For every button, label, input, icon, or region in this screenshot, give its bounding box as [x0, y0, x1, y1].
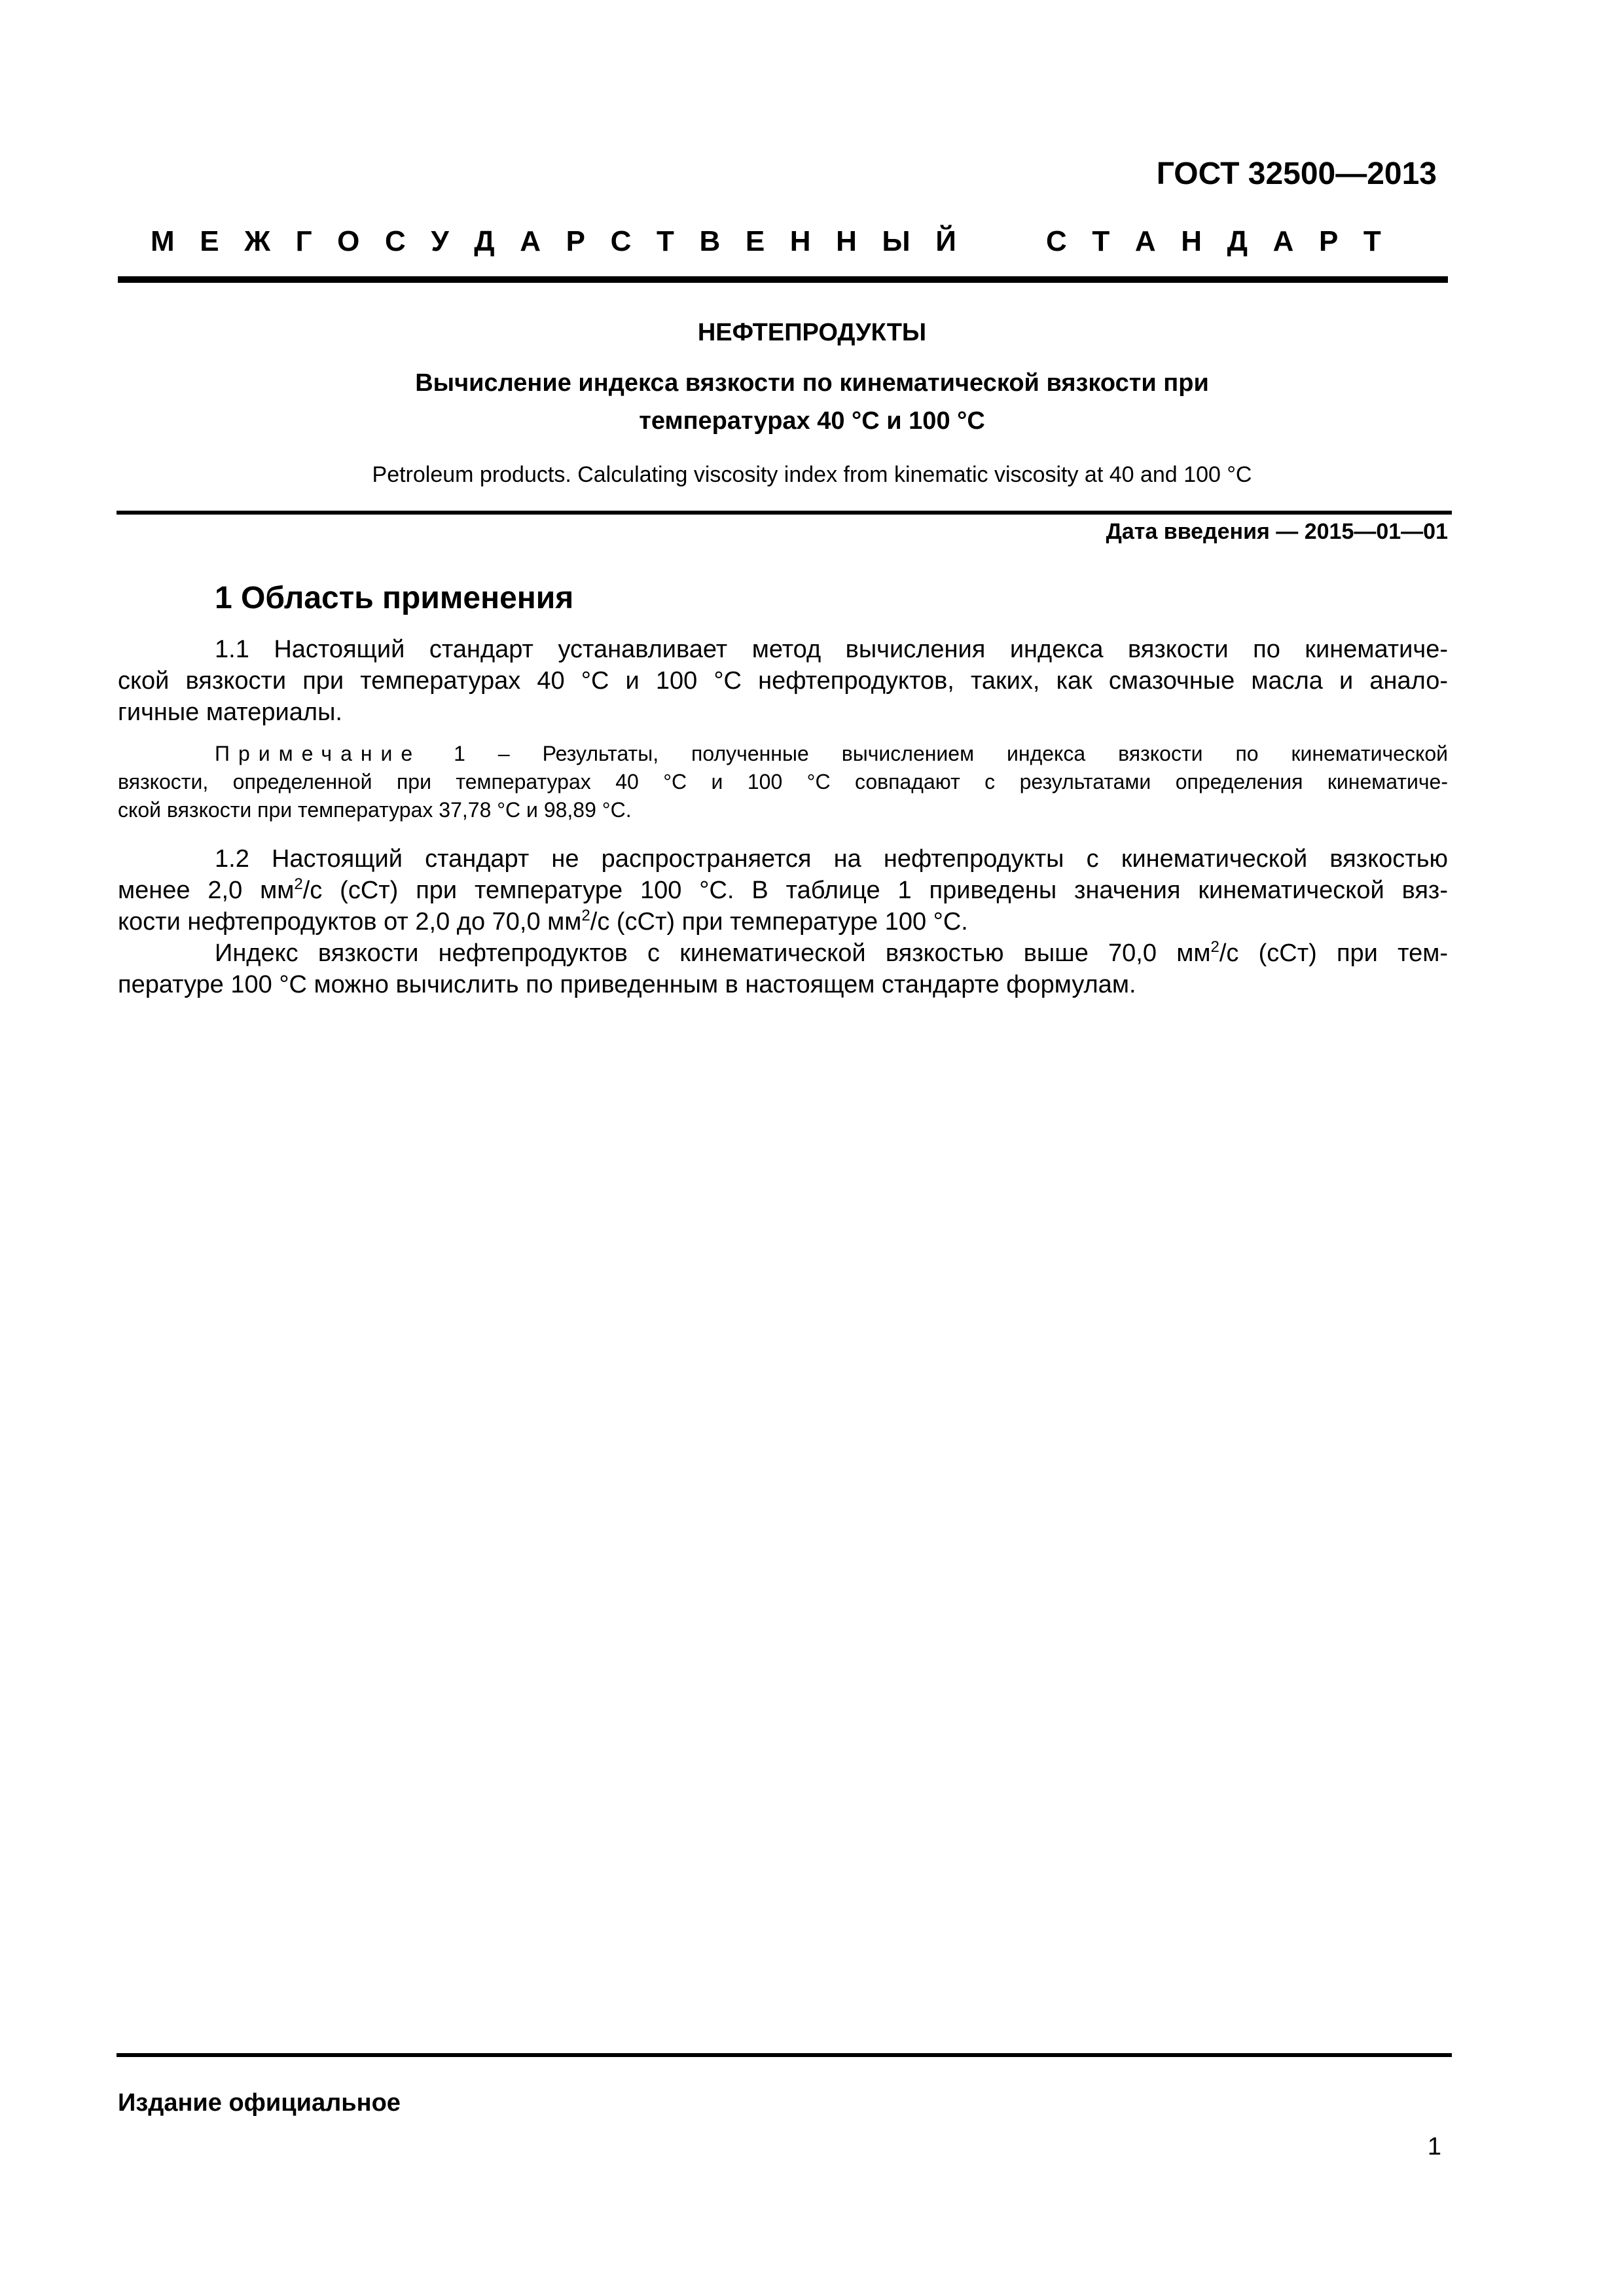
note-1	[118, 740, 1448, 824]
banner-letter: Т	[1363, 225, 1381, 257]
text-run: /с (сСт) при температуре 100 °С.	[590, 908, 968, 936]
banner-letter: М	[151, 225, 175, 257]
standard-subtitle	[0, 364, 1624, 440]
interstate-standard-banner	[151, 225, 1381, 258]
banner-letter: У	[431, 225, 449, 257]
banner-letter: А	[520, 225, 541, 257]
banner-letter: Ж	[244, 225, 270, 257]
banner-letter: Д	[1227, 225, 1248, 257]
standard-title: НЕФТЕПРОДУКТЫ	[697, 319, 927, 346]
banner-letter: Й	[935, 225, 956, 257]
footer-divider	[117, 2053, 1452, 2057]
banner-letter: Т	[656, 225, 674, 257]
note-text: 1 – Результаты, полученные вычислением индекса вязкости по кинематической	[421, 742, 1448, 765]
banner-letter: Н	[789, 225, 811, 257]
subtitle-line: Вычисление индекса вязкости по кинематической вязкости при	[415, 369, 1209, 397]
banner-letter: О	[337, 225, 360, 257]
note-line: ской вязкости при температурах 37,78 °С и 98,89 °С.	[118, 798, 632, 822]
banner-letter: Е	[200, 225, 219, 257]
english-title: Petroleum products. Calculating viscosity index from kinematic viscosity at 40 and 100 °C	[372, 462, 1252, 487]
paragraph-line: 1.2 Настоящий стандарт не распространяется на нефтепродукты с кинематической вязкостью	[215, 845, 1448, 873]
banner-letter: А	[1272, 225, 1294, 257]
banner-letter: Е	[745, 225, 765, 257]
banner-letter: Н	[1181, 225, 1202, 257]
banner-letter: А	[1134, 225, 1156, 257]
introduction-date: Дата введения — 2015—01—01	[1106, 519, 1448, 544]
document-number: ГОСТ 32500—2013	[1156, 156, 1437, 191]
banner-letter: Г	[295, 225, 312, 257]
paragraph-line: пературе 100 °С можно вычислить по приведенным в настоящем стандарте формулам.	[118, 971, 1136, 998]
note-line: вязкости, определенной при температурах 40 °С и 100 °С совпадают с результатами определения кинематиче-	[118, 770, 1448, 793]
banner-letter: Ы	[882, 225, 911, 257]
text-run: кости нефтепродуктов от 2,0 до 70,0 мм	[118, 908, 582, 936]
subtitle-line: температурах 40 °С и 100 °С	[639, 407, 985, 435]
banner-letter: Р	[566, 225, 585, 257]
edition-label: Издание официальное	[118, 2089, 401, 2117]
paragraph-1-1	[118, 634, 1448, 728]
banner-letter: Р	[1318, 225, 1339, 257]
banner-letter: В	[699, 225, 721, 257]
banner-letter: Д	[474, 225, 495, 257]
banner-letter: С	[1046, 225, 1067, 257]
note-label: Примечание	[215, 742, 422, 765]
paragraph-line	[118, 875, 1448, 906]
banner-word-gap	[981, 225, 1020, 258]
page-number: 1	[1427, 2133, 1441, 2160]
section-heading: 1 Область применения	[215, 581, 574, 615]
text-run: /с (сСт) при тем-	[1219, 939, 1449, 967]
banner-letter: С	[610, 225, 632, 257]
paragraph-line: 1.1 Настоящий стандарт устанавливает метод вычисления индекса вязкости по кинематиче-	[215, 636, 1448, 663]
header-divider	[118, 276, 1448, 283]
note-line	[118, 740, 1448, 768]
paragraph-line	[118, 906, 1448, 938]
text-run: /с (сСт) при температуре 100 °С. В таблице 1 приведены значения кинематической вяз-	[302, 877, 1449, 904]
banner-letter: С	[384, 225, 406, 257]
title-divider	[117, 511, 1452, 515]
superscript: 2	[294, 875, 303, 893]
text-run: Индекс вязкости нефтепродуктов с кинематической вязкостью выше 70,0 мм	[215, 939, 1211, 967]
text-run: менее 2,0 мм	[118, 877, 295, 904]
banner-letter: Н	[836, 225, 857, 257]
paragraph-line: гичные материалы.	[118, 699, 342, 726]
superscript: 2	[581, 907, 590, 924]
superscript: 2	[1210, 938, 1219, 956]
paragraph-1-2	[118, 843, 1448, 1000]
paragraph-line: ской вязкости при температурах 40 °С и 100 °С нефтепродуктов, таких, как смазочные масла и анало-	[118, 667, 1448, 695]
paragraph-line	[118, 938, 1448, 969]
banner-letter: Т	[1092, 225, 1110, 257]
